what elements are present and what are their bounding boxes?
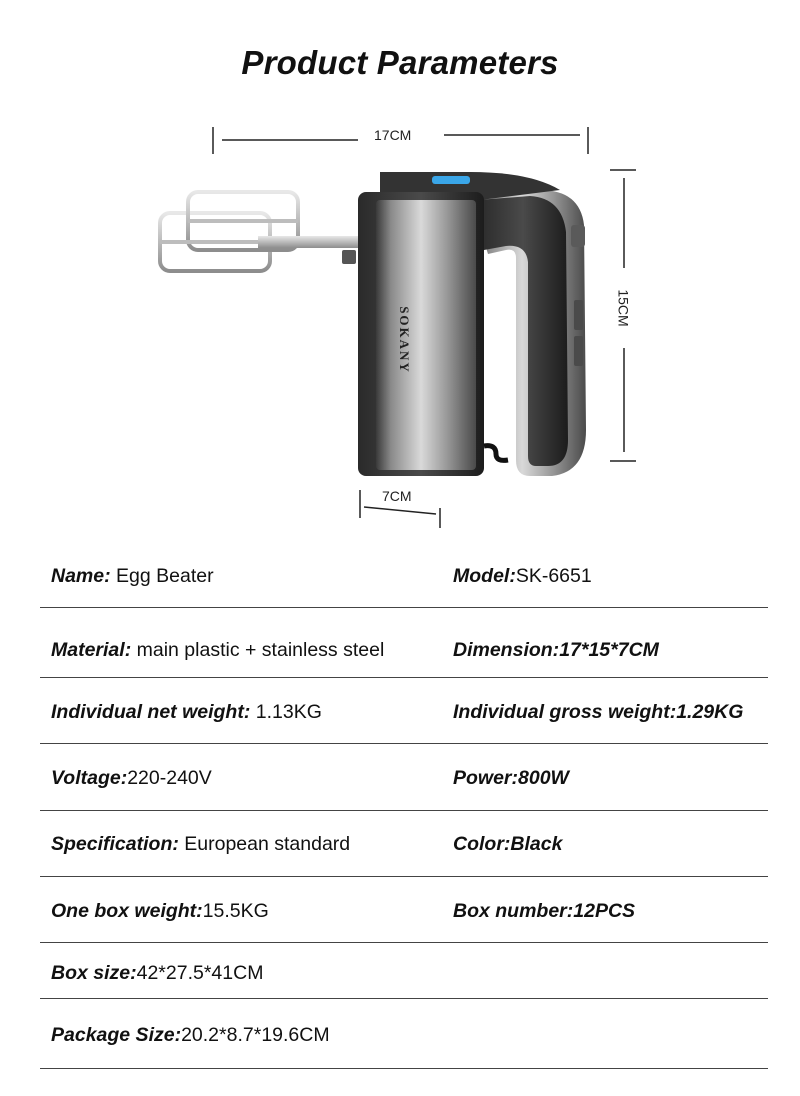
hand-mixer-illustration — [0, 0, 800, 540]
speed-button-1 — [574, 300, 583, 330]
width-label: 17CM — [374, 127, 412, 143]
beater-shaft — [258, 236, 358, 248]
dimension-value: 17*15*7CM — [559, 639, 659, 661]
speed-button-2 — [574, 336, 583, 366]
page-title: Product Parameters — [241, 44, 559, 81]
material-value: main plastic + stainless steel — [131, 639, 385, 661]
brand-logo: SOKANY — [397, 306, 412, 374]
box-size-label: Box size: — [51, 962, 137, 984]
box-number-value: 12PCS — [573, 900, 636, 922]
depth-label: 7CM — [382, 488, 412, 504]
package-size-label: Package Size: — [51, 1024, 182, 1046]
package-size-value: 20.2*8.7*19.6CM — [181, 1024, 330, 1046]
divider — [40, 942, 768, 943]
box-number-label: Box number: — [453, 900, 574, 922]
box-weight-label: One box weight: — [51, 900, 203, 922]
divider — [40, 677, 768, 678]
divider — [40, 607, 768, 608]
power-cord — [484, 446, 508, 461]
voltage-label: Voltage: — [51, 767, 128, 789]
specification-label: Specification: — [51, 833, 179, 855]
divider — [40, 743, 768, 744]
name-label: Name: — [51, 565, 111, 587]
color-value: Black — [510, 833, 563, 855]
height-label: 15CM — [615, 289, 632, 327]
material-label: Material: — [51, 639, 132, 661]
gross-weight-value: 1.29KG — [676, 701, 744, 723]
gross-weight-label: Individual gross weight: — [453, 701, 677, 723]
mixer-body-front — [376, 200, 476, 470]
model-value: SK-6651 — [515, 565, 592, 587]
power-label: Power: — [453, 767, 519, 789]
color-label: Color: — [453, 833, 511, 855]
divider — [40, 998, 768, 999]
power-value: 800W — [518, 767, 569, 789]
model-label: Model: — [453, 565, 516, 587]
voltage-value: 220-240V — [127, 767, 212, 789]
speed-display — [432, 176, 470, 184]
specification-value: European standard — [178, 833, 351, 855]
box-weight-value: 15.5KG — [202, 900, 269, 922]
divider — [40, 876, 768, 877]
divider — [40, 810, 768, 811]
eject-button — [571, 225, 585, 247]
divider — [40, 1068, 768, 1069]
box-size-value: 42*27.5*41CM — [136, 962, 264, 984]
beater-socket — [342, 250, 356, 264]
beaters — [160, 192, 298, 271]
dimension-label: Dimension: — [453, 639, 560, 661]
name-value: Egg Beater — [110, 565, 214, 587]
net-weight-label: Individual net weight: — [51, 701, 251, 723]
net-weight-value: 1.13KG — [250, 701, 322, 723]
